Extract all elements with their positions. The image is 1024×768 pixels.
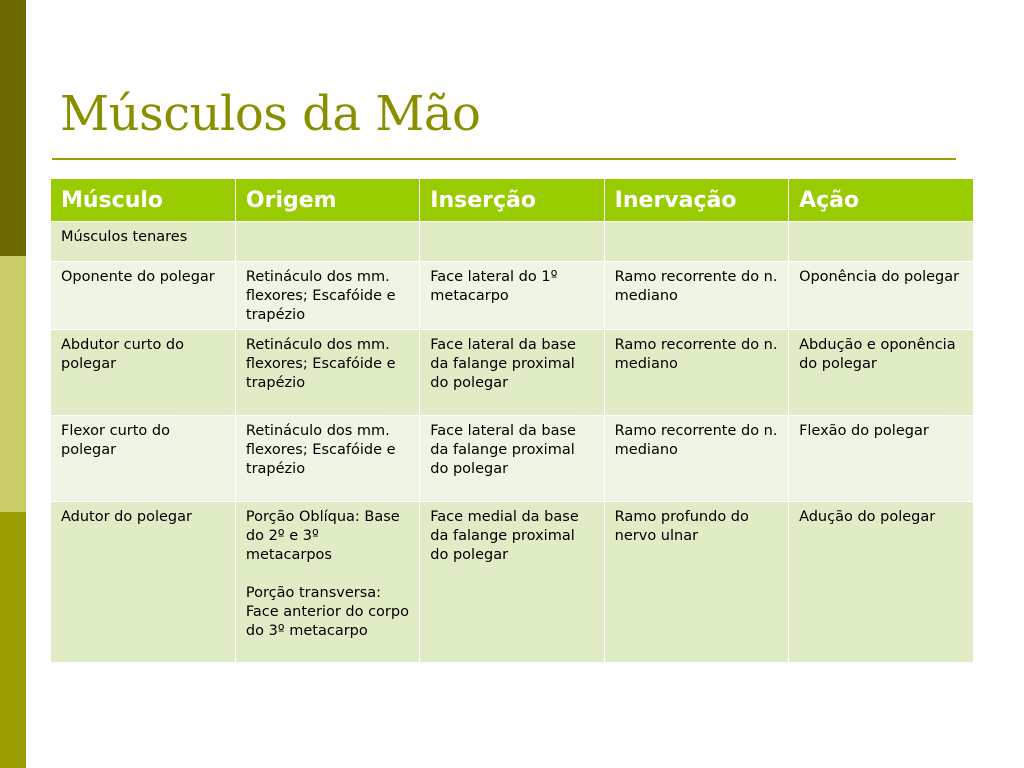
header-insercao: Inserção: [420, 179, 604, 222]
table-cell: [789, 262, 973, 330]
cell-text: Face lateral da base da falange proximal do polegar: [430, 423, 576, 477]
table-row: [51, 262, 973, 330]
cell-text: Face medial da base da falange proximal do polegar: [430, 509, 579, 563]
cell-text: Ramo recorrente do n. mediano: [614, 269, 778, 304]
table-cell: [604, 222, 788, 262]
sidebar-stripe-top: [0, 0, 26, 256]
cell-text: Retináculo dos mm. flexores; Escafóide e trapézio: [245, 423, 396, 477]
table-cell: [604, 416, 788, 502]
header-acao: Ação: [789, 179, 973, 222]
table-cell: [51, 502, 235, 663]
cell-text: Flexão do polegar: [799, 423, 929, 439]
table-cell: [235, 416, 419, 502]
table-header-row: [51, 179, 973, 222]
cell-text: Ramo recorrente do n. mediano: [614, 423, 778, 458]
table-row: [51, 416, 973, 502]
table-row: [51, 502, 973, 663]
cell-text: Adutor do polegar: [61, 509, 192, 525]
cell-text: Face lateral da base da falange proximal do polegar: [430, 337, 576, 391]
table-cell: [789, 330, 973, 416]
cell-text: Oponência do polegar: [799, 269, 960, 285]
slide-title: Músculos da Mão: [60, 86, 481, 142]
table-cell: [51, 330, 235, 416]
table-cell: [235, 222, 419, 262]
sidebar-stripe-bottom: [0, 512, 26, 768]
cell-text: Adução do polegar: [799, 509, 936, 525]
table-cell: [51, 416, 235, 502]
table-cell: [604, 502, 788, 663]
cell-text: Face lateral do 1º metacarpo: [430, 269, 558, 304]
table-cell: [420, 502, 604, 663]
table-cell: [420, 330, 604, 416]
cell-text: Flexor curto do polegar: [61, 423, 170, 458]
table-cell: [235, 330, 419, 416]
table-cell: [51, 262, 235, 330]
cell-text: Oponente do polegar: [61, 269, 215, 285]
table-cell: [604, 262, 788, 330]
table-cell: [604, 330, 788, 416]
table-cell: [789, 416, 973, 502]
header-inervacao: Inervação: [604, 179, 788, 222]
table-cell: [420, 416, 604, 502]
table-cell: [235, 502, 419, 663]
header-origem: Origem: [235, 179, 419, 222]
cell-text: Ramo profundo do nervo ulnar: [614, 509, 749, 544]
table-cell: [420, 222, 604, 262]
table-row: [51, 330, 973, 416]
header-musculo: Músculo: [51, 179, 235, 222]
table-cell: [235, 262, 419, 330]
muscles-table: [51, 179, 973, 662]
sidebar-stripe-middle: [0, 256, 26, 512]
cell-text: Ramo recorrente do n. mediano: [614, 337, 778, 372]
title-underline: [52, 158, 956, 160]
table-cell: [420, 262, 604, 330]
cell-text: Abdução e oponência do polegar: [799, 337, 956, 372]
cell-text: Abdutor curto do polegar: [61, 337, 185, 372]
cell-text: Retináculo dos mm. flexores; Escafóide e trapézio: [245, 269, 396, 323]
group-label: Músculos tenares: [51, 222, 235, 262]
cell-text: Retináculo dos mm. flexores; Escafóide e trapézio: [245, 337, 396, 391]
group-row: [51, 222, 973, 262]
table-cell: [789, 222, 973, 262]
table-cell: [789, 502, 973, 663]
cell-text: Porção Oblíqua: Base do 2º e 3º metacarpos Porção transversa: Face anterior do corpo do 3º metacarpo: [245, 509, 409, 639]
